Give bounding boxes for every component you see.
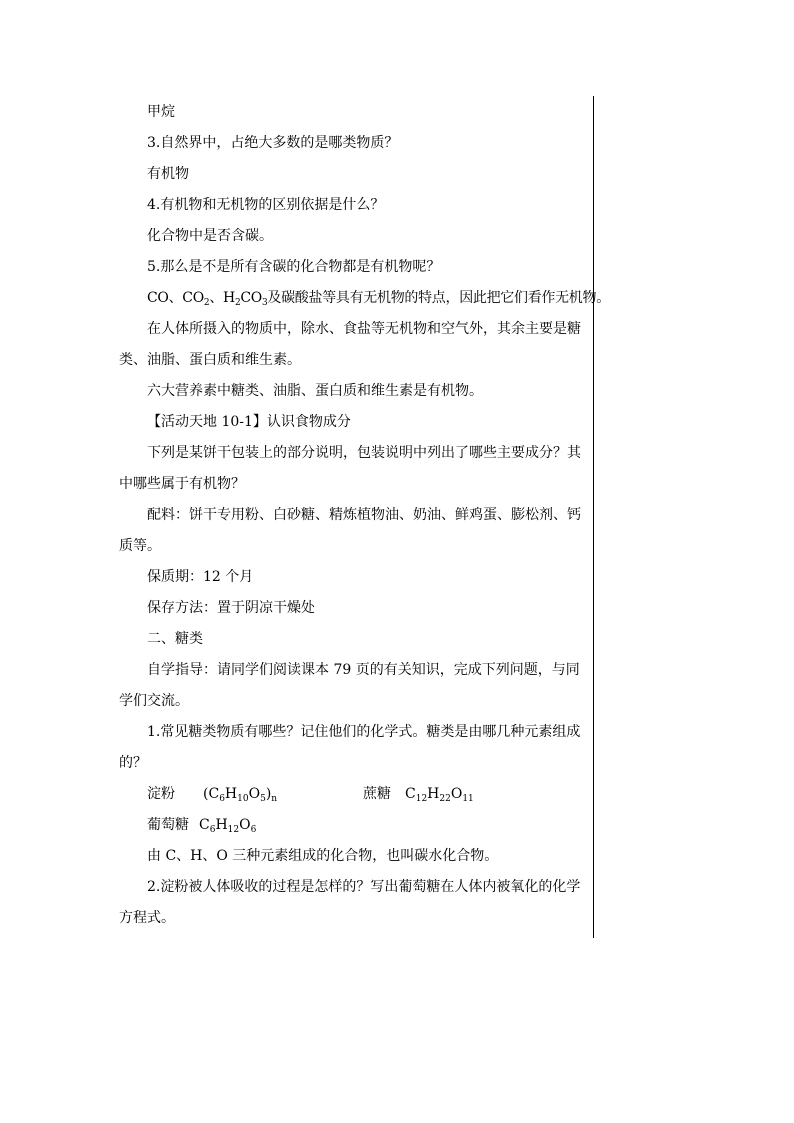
table-right-border: [593, 96, 594, 938]
sucrose-label: 蔗糖: [363, 786, 391, 802]
question-1: 1.常见糖类物质有哪些？记住他们的化学式。糖类是由哪几种元素组成的？: [119, 724, 581, 771]
activity-heading: 【活动天地 10-1】认识食物成分: [147, 414, 351, 430]
question-4: 4.有机物和无机物的区别依据是什么？: [147, 197, 385, 213]
starch-formula: $(C_6H_{10}O_5)_n$: [203, 786, 278, 804]
paragraph-six-nutrients: 六大营养素中糖类、油脂、蛋白质和维生素是有机物。: [147, 383, 483, 399]
answer-4: 化合物中是否含碳。: [147, 228, 273, 244]
paragraph-intake: 在人体所摄入的物质中，除水、食盐等无机物和空气外，其余主要是糖类、油脂、蛋白质和维生素。: [119, 321, 581, 368]
paragraph-ingredients: 配料：饼干专用粉、白砂糖、精炼植物油、奶油、鲜鸡蛋、膨松剂、钙质等。: [119, 507, 581, 554]
glucose-label: 葡萄糖: [147, 817, 189, 833]
sucrose-formula: $C_{12}H_{22}O_{11}$: [405, 786, 474, 804]
formula-row-glucose: [119, 810, 589, 841]
answer-1: 由 C、H、O 三种元素组成的化合物，也叫碳水化合物。: [147, 848, 499, 864]
text-line: 甲烷: [147, 104, 175, 120]
glucose-formula: $C_6H_{12}O_6$: [199, 817, 257, 835]
paragraph-guide: 自学指导：请同学们阅读课本 79 页的有关知识，完成下列问题，与同学们交流。: [119, 662, 580, 709]
paragraph-biscuit: 下列是某饼干包装上的部分说明，包装说明中列出了哪些主要成分？其中哪些属于有机物？: [119, 445, 581, 492]
section-heading: 二、糖类: [147, 631, 203, 647]
answer-5: CO、$CO_2$、$H_2CO_3$及碳酸盐等具有无机物的特点，因此把它们看作无机物。: [147, 290, 610, 308]
question-5: 5.那么是不是所有含碳的化合物都是有机物呢？: [147, 259, 441, 275]
question-2: 2.淀粉被人体吸收的过程是怎样的？写出葡萄糖在人体内被氧化的化学方程式。: [119, 879, 581, 926]
formula-row-starch-sucrose: [119, 779, 589, 810]
paragraph-storage: 保存方法：置于阴凉干燥处: [147, 600, 315, 616]
paragraph-shelf-life: 保质期：12 个月: [147, 569, 254, 585]
question-3: 3.自然界中，占绝大多数的是哪类物质？: [147, 135, 399, 151]
starch-label: 淀粉: [147, 786, 175, 802]
document-body: [119, 97, 610, 934]
answer-3: 有机物: [147, 166, 189, 182]
